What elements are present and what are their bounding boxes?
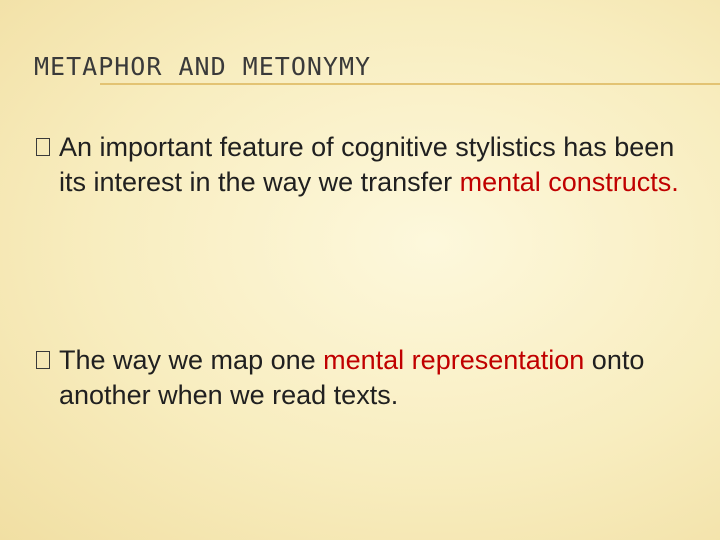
- bullet-text-2: [59, 343, 696, 413]
- title-underline: [100, 83, 720, 85]
- bullet-2-text-start: The way we map one: [59, 345, 324, 375]
- bullet-2-highlight: mental representation: [323, 345, 585, 375]
- bullet-1-highlight: mental constructs.: [459, 167, 679, 197]
- bullet-item-1: [36, 130, 696, 200]
- bullet-2-text-end: onto another when we read texts.: [59, 345, 645, 410]
- bullet-item-2: [36, 343, 696, 413]
- slide-title: METAPHOR AND METONYMY: [34, 52, 372, 81]
- bullet-box-icon: [36, 351, 50, 369]
- bullet-box-icon: [36, 138, 50, 156]
- bullet-1-text: An important feature of cognitive stylistics has been its interest in the way we transfer: [59, 132, 675, 197]
- bullet-text-1: [59, 130, 696, 200]
